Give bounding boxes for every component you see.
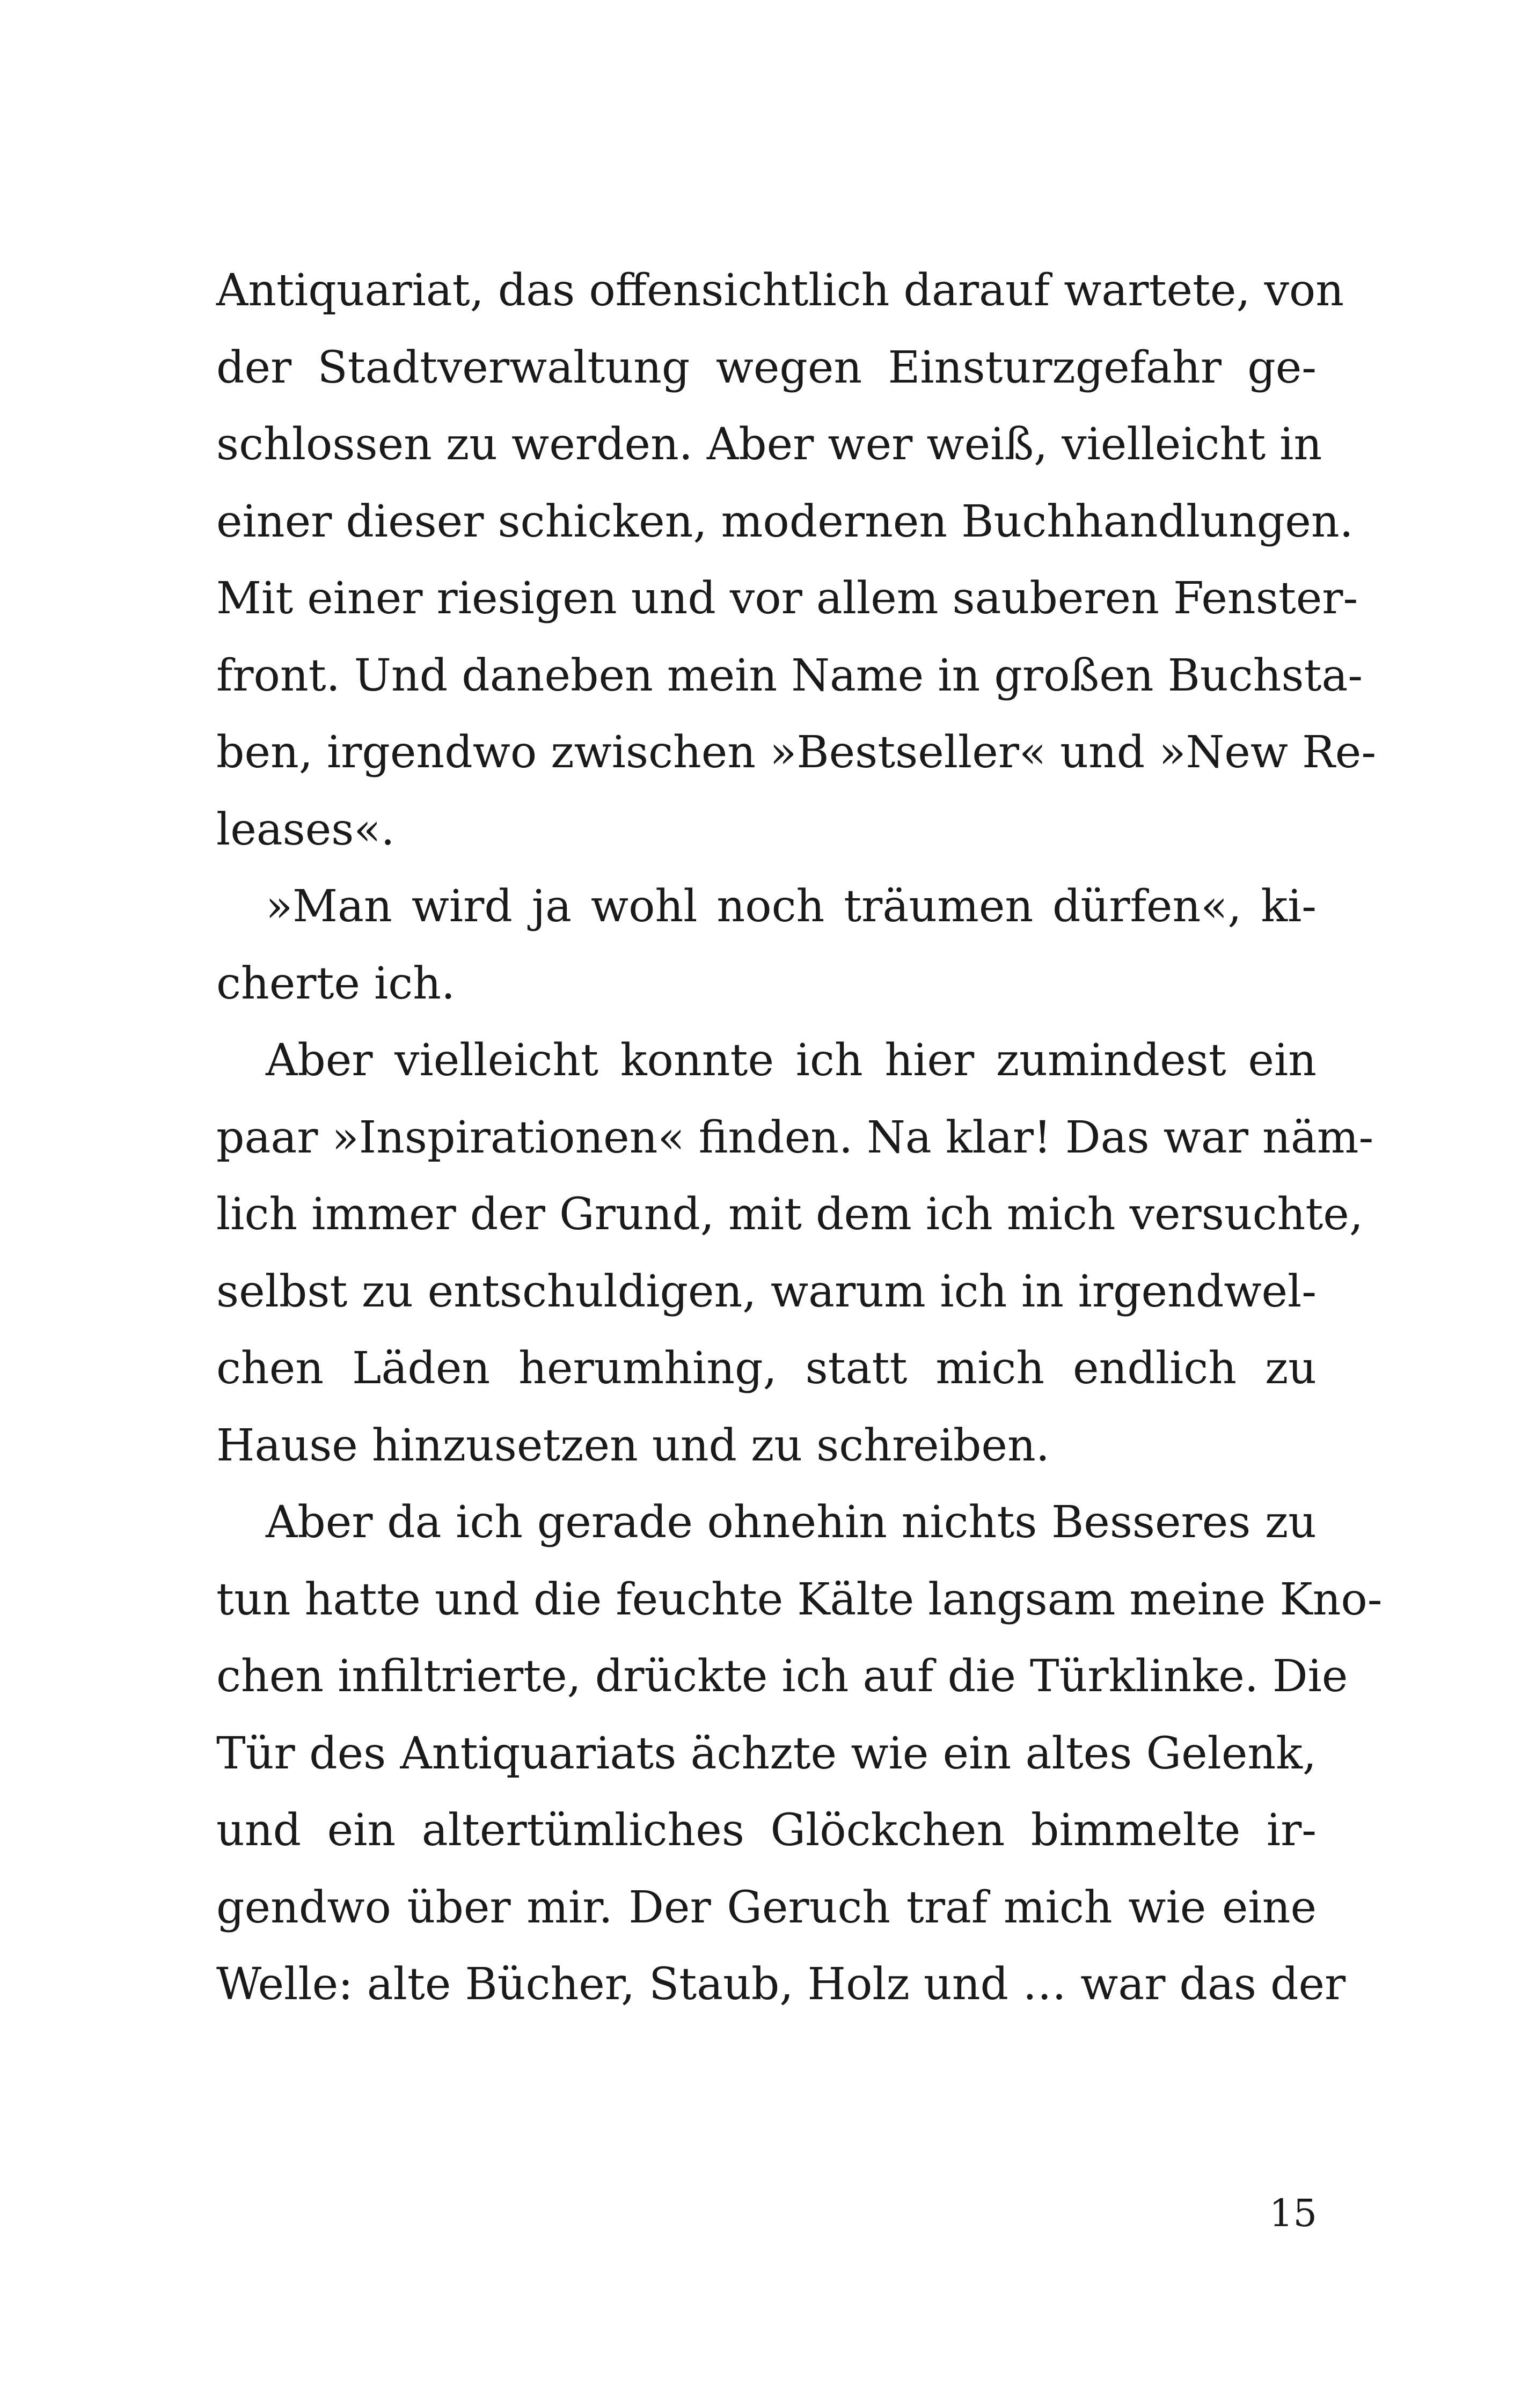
- text-line: Welle: alte Bücher, Staub, Holz und … war das der: [216, 1959, 1346, 2010]
- text-line: Antiquariat, das offensichtlich darauf wartete, von: [216, 265, 1344, 316]
- text-line: leases«.: [216, 804, 395, 855]
- text-line: einer dieser schicken, modernen Buchhandlungen.: [216, 496, 1354, 547]
- text-line: front. Und daneben mein Name in großen Buchsta-: [216, 650, 1363, 701]
- text-line: ben, irgendwo zwischen »Bestseller« und »New Re-: [216, 727, 1377, 778]
- text-line: Aber vielleicht konnte ich hier zumindest ein: [266, 1035, 1317, 1086]
- text-line: der Stadtverwaltung wegen Einsturzgefahr ge-: [216, 342, 1317, 393]
- text-line: und ein altertümliches Glöckchen bimmelte ir-: [216, 1805, 1317, 1856]
- text-line: gendwo über mir. Der Geruch traf mich wie eine: [216, 1882, 1317, 1933]
- text-line: »Man wird ja wohl noch träumen dürfen«, ki-: [266, 881, 1317, 932]
- text-line: cherte ich.: [216, 958, 456, 1009]
- text-line: selbst zu entschuldigen, warum ich in irgendwel-: [216, 1266, 1317, 1317]
- text-line: chen Läden herumhing, statt mich endlich zu: [216, 1343, 1317, 1394]
- text-line: paar »Inspirationen« finden. Na klar! Das war näm-: [216, 1112, 1374, 1163]
- page-number: 15: [1269, 2191, 1317, 2235]
- text-line: lich immer der Grund, mit dem ich mich versuchte,: [216, 1189, 1363, 1240]
- text-line: chen infiltrierte, drückte ich auf die Türklinke. Die: [216, 1651, 1348, 1702]
- text-line: Tür des Antiquariats ächzte wie ein altes Gelenk,: [216, 1728, 1317, 1779]
- text-line: Aber da ich gerade ohnehin nichts Besseres zu: [266, 1497, 1317, 1548]
- text-line: tun hatte und die feuchte Kälte langsam meine Kno-: [216, 1574, 1383, 1625]
- text-line: schlossen zu werden. Aber wer weiß, vielleicht in: [216, 419, 1322, 470]
- text-line: Hause hinzusetzen und zu schreiben.: [216, 1420, 1050, 1471]
- text-line: Mit einer riesigen und vor allem sauberen Fenster-: [216, 573, 1358, 624]
- body-text: [216, 262, 1383, 2033]
